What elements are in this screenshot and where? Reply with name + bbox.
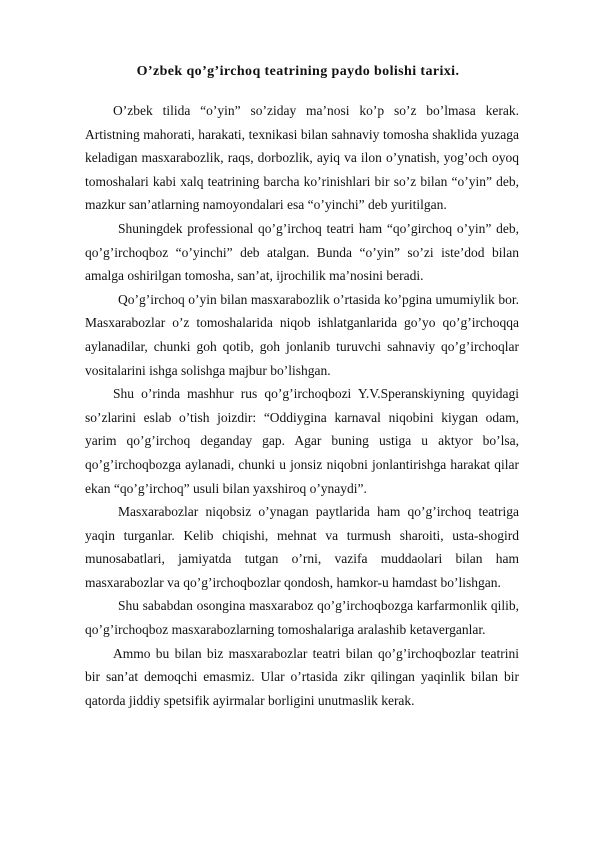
paragraph-1: O’zbek tilida “o’yin” so’ziday ma’nosi ko’p so’z bo’lmasa kerak. Artistning mahorati, harakati, texnikasi bilan sahnaviy tomosha shaklida yuzaga keladigan masxarabozlik, raqs, dorbozlik, ayiq va ilon o’ynatish, yog’och oyoq tomoshalari kabi xalq teatrining barcha ko’rinishlari bir so’z bilan “o’yin” deb, mazkur san’atlarning namoyondalari esa “o’yinchi” deb yuritilgan. [85,103,519,213]
document-body [85,99,519,712]
paragraph-5: Masxarabozlar niqobsiz o’ynagan paytlarida ham qo’g’irchoq teatriga yaqin turganlar. Kelib chiqishi, mehnat va turmush sharoiti, usta-shogird munosabatlari, jamiyatda tutgan o’rni, vazifa muddaolari bilan ham masxarabozlar va qo’g’irchoqbozlar qondosh, hamkor-u hamdast bo’lishgan. [85,504,519,590]
paragraph-6: Shu sababdan osongina masxaraboz qo’g’irchoqbozga karfarmonlik qilib, qo’g’irchoqboz masxarabozlarning tomoshalariga aralashib ketaverganlar. [85,598,519,638]
paragraph-4: Shu o’rinda mashhur rus qo’g’irchoqbozi Y.V.Speranskiyning quyidagi so’zlarini eslab o’tish joizdir: “Oddiygina karnaval niqobini kiygan odam, yarim qo’g’irchoq deganday gap. Agar buning ustiga u aktyor bo’lsa, qo’g’irchoqbozga aylanadi, chunki u jonsiz niqobni jonlantirishga harakat qilar ekan “qo’g’irchoq” usuli bilan yaxshiroq o’ynaydi”. [85,386,519,496]
document-title: O’zbek qo’g’irchoq teatrining paydo bolishi tarixi. [136,64,460,79]
paragraph-2: Shuningdek professional qo’g’irchoq teatri ham “qo’girchoq o’yin” deb, qo’g’irchoqboz “o’yinchi” deb atalgan. Bunda “o’yin” so’zi iste’dod bilan amalga oshirilgan tomosha, san’at, ijrochilik ma’nosini beradi. [85,220,519,284]
paragraph-7: Ammo bu bilan biz masxarabozlar teatri bilan qo’g’irchoqbozlar teatrini bir san’at demoqchi emasmiz. Ular o’rtasida zikr qilingan yaqinlik bilan bir qatorda jiddiy spetsifik ayirmalar borligini unutmaslik kerak. [85,645,519,708]
paragraph-3: Qo’g’irchoq o’yin bilan masxarabozlik o’rtasida ko’pgina umumiylik bor. Masxarabozlar o’z tomoshalarida niqob ishlatganlarida go’yo qo’g’irchoqqa aylanadilar, chunki goh qotib, goh jonlanib turuvchi sahnaviy qo’g’irchoqlar vositalarini ishga solishga majbur bo’lishgan. [85,291,519,378]
